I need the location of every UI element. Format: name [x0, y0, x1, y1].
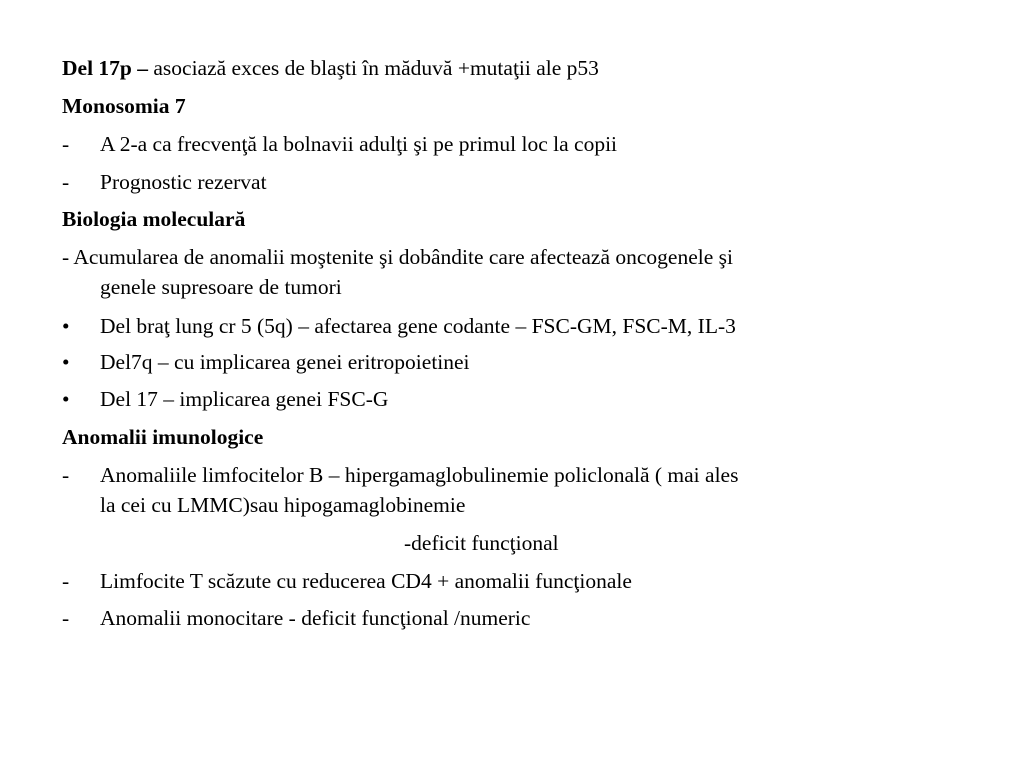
bullet-marker: • [62, 314, 70, 338]
heading-monosomia: Monosomia 7 [62, 94, 186, 118]
bullet-marker: • [62, 387, 70, 411]
list-item-limfocite-b-line1: Anomaliile limfocitelor B – hipergamaglobulinemie policlonală ( mai ales [100, 463, 739, 487]
list-item-limfocite-t: Limfocite T scăzute cu reducerea CD4 + anomalii funcţionale [100, 569, 632, 593]
dash-marker: - [62, 170, 70, 194]
bullet-item-del5q: Del braţ lung cr 5 (5q) – afectarea gene codante – FSC-GM, FSC-M, IL-3 [100, 314, 736, 338]
dash-marker: - [62, 569, 70, 593]
acumularea-line2: genele supresoare de tumori [100, 275, 342, 299]
list-item-prognostic: Prognostic rezervat [100, 170, 267, 194]
del17p-text: asociază exces de blaşti în măduvă +mutaţii ale p53 [148, 56, 599, 80]
list-item-frecventa: A 2-a ca frecvenţă la bolnavii adulţi şi pe primul loc la copii [100, 132, 618, 156]
acumularea-line1: - Acumularea de anomalii moştenite şi dobândite care afectează oncogenele şi [62, 245, 733, 269]
bullet-item-del7q: Del7q – cu implicarea genei eritropoietinei [100, 350, 470, 374]
dash-marker: - [62, 132, 70, 156]
list-item-monocitare: Anomalii monocitare - deficit funcţional /numeric [100, 606, 531, 630]
bullet-item-del17: Del 17 – implicarea genei FSC-G [100, 387, 389, 411]
heading-biologia: Biologia moleculară [62, 207, 246, 231]
del17p-line [62, 53, 962, 83]
heading-anomalii: Anomalii imunologice [62, 425, 264, 449]
list-item-limfocite-b-line2: la cei cu LMMC)sau hipogamaglobinemie [100, 493, 466, 517]
del17p-label: Del 17p – [62, 56, 148, 80]
list-item-limfocite-b-line3: -deficit funcţional [404, 531, 559, 555]
dash-marker: - [62, 463, 70, 487]
dash-marker: - [62, 606, 70, 630]
bullet-marker: • [62, 350, 70, 374]
